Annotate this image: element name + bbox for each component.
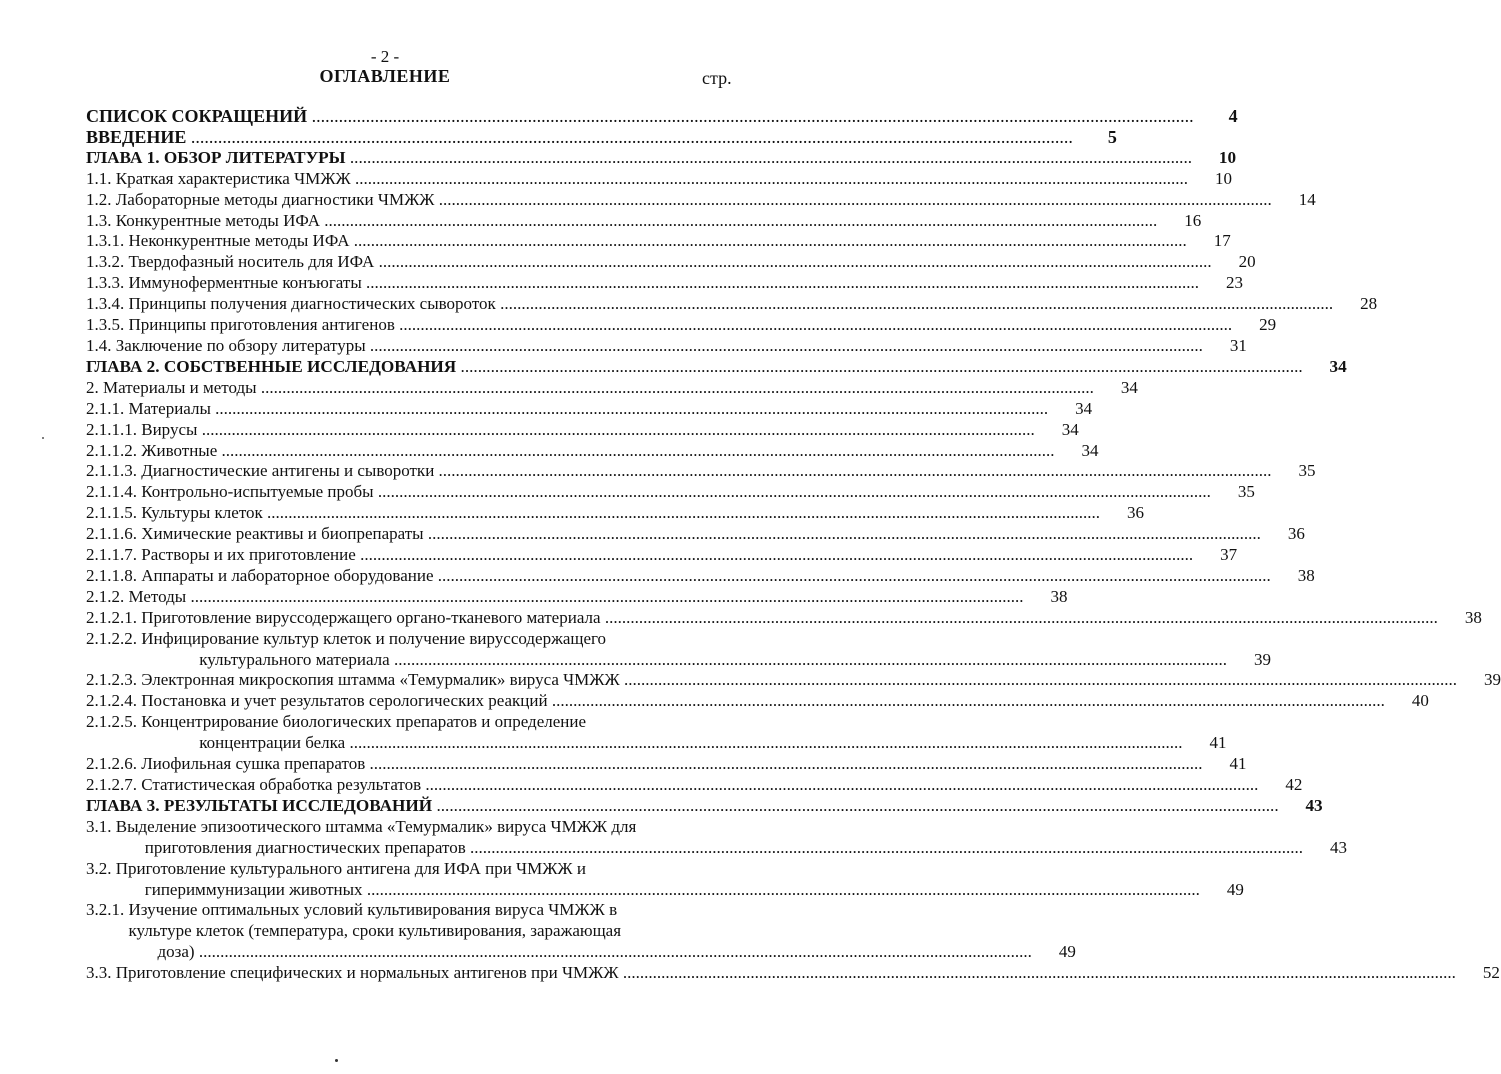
toc-entry <box>86 398 1093 420</box>
toc-entry <box>86 210 1202 232</box>
toc-entry <box>86 356 1347 378</box>
toc-entry-page: 42 <box>1285 775 1303 794</box>
toc-entry-number: 2.1.2.4. <box>86 691 142 711</box>
toc-entry <box>86 168 1232 190</box>
toc-entry-page: 41 <box>1209 733 1227 753</box>
toc-entry <box>86 963 1500 984</box>
toc-entry <box>86 231 1231 252</box>
toc-entry <box>86 461 1316 482</box>
toc-entry <box>86 106 1238 127</box>
toc-entry <box>86 795 1323 817</box>
toc-entry <box>86 816 1347 859</box>
toc-entry-number: 2.1.2.7. <box>86 775 142 794</box>
toc-entry-title: Лабораторные методы диагностики ЧМЖЖ ..... <box>116 190 1272 211</box>
toc-entry-title: гипериммунизации животных ..... <box>145 880 1200 901</box>
toc-entry-page: 39 <box>1253 649 1271 669</box>
toc-entry <box>86 586 1068 608</box>
toc-entry <box>86 377 1138 399</box>
toc-entry-title: Аппараты и лабораторное оборудование ..... <box>141 566 1271 587</box>
toc-entry-number: 2.1.1.8. <box>86 565 142 585</box>
toc-entry-title: Неконкурентные методы ИФА ..... <box>129 231 1187 252</box>
toc-entry-number: 2.1.2.5. <box>86 712 142 732</box>
toc-entry-page: 20 <box>1238 252 1256 272</box>
toc-entry <box>86 524 1305 545</box>
toc-entry-number: 1.4. <box>86 335 116 355</box>
toc-entry <box>86 294 1378 315</box>
toc-entry-number: 2.1.1.5. <box>86 503 142 523</box>
toc-entry-title: Лиофильная сушка препаратов ..... <box>141 754 1202 775</box>
toc-entry-number: 2.1.2.2. <box>86 628 142 648</box>
toc-entry-page: 16 <box>1184 210 1202 230</box>
toc-entry-number: 1.1. <box>86 168 116 188</box>
toc-entry <box>86 545 1238 566</box>
toc-entry-number: 2.1.1. <box>86 398 129 418</box>
toc-entry-number: 1.3.4. <box>86 294 129 314</box>
toc-entry-number: 2.1.1.6. <box>86 524 142 544</box>
toc-entry-title: Материалы и методы ..... <box>103 378 1094 399</box>
toc-entry-title: СПИСОК СОКРАЩЕНИЙ ..... <box>86 106 1194 127</box>
toc-entry-page: 43 <box>1329 837 1347 857</box>
toc-entry-title: концентрации белка ..... <box>199 733 1182 754</box>
toc-entry-title: Диагностические антигены и сыворотки ..... <box>141 461 1271 482</box>
toc-entry-title: Иммуноферментные конъюгаты ..... <box>129 273 1200 294</box>
toc-entry-number: 2.1.2. <box>86 586 129 606</box>
toc-entry-page: 49 <box>1226 879 1244 899</box>
toc-entry-title: Конкурентные методы ИФА ..... <box>116 211 1158 232</box>
toc-entry-number: 1.3.1. <box>86 231 129 251</box>
toc-title: ОГЛАВЛЕНИЕ <box>319 66 451 86</box>
toc-entry-number: 2.1.2.1. <box>86 607 142 627</box>
toc-entry-number: 1.3.2. <box>86 252 129 272</box>
toc-entry-number: 2.1.1.4. <box>86 482 142 502</box>
toc-entry-number: 2. <box>86 377 103 397</box>
toc-entry <box>86 252 1256 273</box>
toc-entry-title-line: Инфицирование культур клеток и получение вируссодержащего <box>141 628 607 648</box>
toc-entry-title: Приготовление специфических и нормальных антигенов при ЧМЖЖ ..... <box>116 963 1456 984</box>
toc-entry-title: приготовления диагностических препаратов ..... <box>145 838 1303 859</box>
toc-entry-title: Животные ..... <box>141 441 1054 462</box>
toc-entry-title-line: культуре клеток (температура, сроки культивирования, заражающая <box>128 921 622 941</box>
toc-entry <box>86 440 1099 462</box>
toc-entry <box>86 126 1117 148</box>
toc-entry-page: 4 <box>1228 106 1238 126</box>
page-column-label: стр. <box>702 68 732 88</box>
toc-entry-title: доза) ..... <box>158 942 1032 963</box>
toc-entry <box>86 482 1255 503</box>
toc-entry-title: Электронная микроскопия штамма «Темурмалик» вируса ЧМЖЖ ..... <box>141 670 1457 691</box>
toc-entry <box>86 503 1145 524</box>
toc-entry-page: 34 <box>1075 398 1093 418</box>
toc-entry-number: 1.2. <box>86 189 116 209</box>
toc-entry-title-line: Концентрирование биологических препаратов и определение <box>141 712 587 732</box>
toc-entry <box>86 754 1247 775</box>
toc-entry-page: 34 <box>1329 356 1347 376</box>
toc-entry-title: Вирусы ..... <box>141 420 1034 441</box>
toc-entry-title-line: Изучение оптимальных условий культивирования вируса ЧМЖЖ в <box>128 900 618 920</box>
toc-entry-page: 28 <box>1360 294 1378 314</box>
toc-entry-title: Статистическая обработка результатов ..... <box>141 775 1258 796</box>
toc-entry-title: ГЛАВА 1. ОБЗОР ЛИТЕРАТУРЫ ..... <box>86 148 1192 169</box>
toc-entry <box>86 670 1501 691</box>
toc-entry <box>86 712 1227 754</box>
toc-entry <box>86 607 1482 629</box>
toc-entry-number: 3.2. <box>86 858 116 878</box>
toc-entry-page: 23 <box>1226 273 1244 293</box>
toc-entry <box>86 628 1271 671</box>
toc-entry-title: ВВЕДЕНИЕ ..... <box>86 127 1073 148</box>
toc-entry-page: 34 <box>1120 377 1138 397</box>
toc-entry-page: 38 <box>1297 565 1315 585</box>
toc-entry-page: 40 <box>1411 691 1429 711</box>
toc-entry-title: Принципы приготовления антигенов ..... <box>129 315 1233 336</box>
toc-entry-page: 41 <box>1229 754 1247 774</box>
toc-entry-title: Культуры клеток ..... <box>141 503 1100 524</box>
toc-entry-page: 5 <box>1107 126 1117 147</box>
toc-entry-page: 29 <box>1259 315 1277 335</box>
toc-entry-title: Химические реактивы и биопрепараты ..... <box>141 524 1261 545</box>
toc-entry-page: 38 <box>1464 607 1482 627</box>
toc-entry-page: 17 <box>1213 231 1231 251</box>
toc-entry-page: 43 <box>1305 795 1323 815</box>
toc-entry-number: 2.1.1.1. <box>86 419 142 439</box>
toc-entry-title: Принципы получения диагностических сывороток ..... <box>129 294 1334 315</box>
toc-entry-page: 52 <box>1482 963 1500 983</box>
toc-entry-title: Приготовление вируссодержащего органо-тканевого материала ..... <box>141 608 1438 629</box>
toc-entry-number: 1.3. <box>86 210 116 230</box>
toc-entry-page: 36 <box>1127 503 1145 523</box>
toc-entry-number: 2.1.1.7. <box>86 545 142 565</box>
toc-entry-number: 2.1.2.3. <box>86 670 142 690</box>
toc-entry-title: Материалы ..... <box>129 399 1049 420</box>
toc-entry-title: Заключение по обзору литературы ..... <box>116 336 1203 357</box>
toc-entry-number: 3.2.1. <box>86 900 129 920</box>
toc-entry <box>86 900 1076 963</box>
toc-entry-page: 37 <box>1220 545 1238 565</box>
toc-entry-page: 36 <box>1287 524 1305 544</box>
toc-entry-page: 38 <box>1050 586 1068 606</box>
toc-entry-title: ГЛАВА 2. СОБСТВЕННЫЕ ИССЛЕДОВАНИЯ ..... <box>86 357 1303 378</box>
toc-entry-number: 1.3.3. <box>86 273 129 293</box>
toc-entry <box>86 273 1244 294</box>
toc-entry <box>86 565 1315 587</box>
toc-entry-number: 2.1.2.6. <box>86 754 142 774</box>
toc-entry-title-line: Приготовление культурального антигена для ИФА при ЧМЖЖ и <box>115 858 587 878</box>
toc-entry-page: 31 <box>1229 335 1247 355</box>
toc-entry-page: 34 <box>1081 440 1099 460</box>
toc-entry <box>86 858 1244 901</box>
toc-entry-title: ГЛАВА 3. РЕЗУЛЬТАТЫ ИССЛЕДОВАНИЙ ..... <box>86 796 1279 817</box>
scan-speck <box>42 437 44 439</box>
toc-entry-page: 14 <box>1298 189 1316 209</box>
toc-entry-page: 39 <box>1484 670 1501 690</box>
toc-entry-page: 10 <box>1218 147 1237 167</box>
toc-entry-title: Твердофазный носитель для ИФА ..... <box>129 252 1212 273</box>
toc-entry-title: Краткая характеристика ЧМЖЖ ..... <box>116 169 1188 190</box>
toc-entry-number: 1.3.5. <box>86 315 129 335</box>
page-number: - 2 - <box>370 47 400 66</box>
toc-entry-title: культурального материала ..... <box>199 650 1227 671</box>
toc-entry <box>86 315 1277 336</box>
toc-entry-page: 10 <box>1214 168 1232 188</box>
toc-entry-title: Контрольно-испытуемые пробы ..... <box>141 482 1211 503</box>
toc-entry-title: Методы ..... <box>129 587 1024 608</box>
scan-speck <box>335 1059 338 1062</box>
toc-entry-page: 49 <box>1058 942 1076 962</box>
toc-entry-number: 3.3. <box>86 963 116 983</box>
toc-entry <box>86 691 1429 712</box>
toc-entry-number: 2.1.1.2. <box>86 440 142 460</box>
toc-entry-page: 34 <box>1061 419 1079 439</box>
toc-entry <box>86 189 1316 211</box>
toc-entry-page: 35 <box>1298 461 1316 481</box>
toc-entry <box>86 419 1079 441</box>
toc-entry <box>86 775 1303 796</box>
toc-entry-number: 3.1. <box>86 816 116 836</box>
toc-entry-number: 2.1.1.3. <box>86 461 142 481</box>
toc-entry-title: Растворы и их приготовление ..... <box>141 545 1193 566</box>
toc-entry <box>86 147 1237 169</box>
toc-entry <box>86 335 1247 357</box>
toc-entry-title: Постановка и учет результатов серологических реакций ..... <box>141 691 1385 712</box>
table-of-contents <box>86 106 1501 984</box>
toc-entry-title-line: Выделение эпизоотического штамма «Темурмалик» вируса ЧМЖЖ для <box>115 816 637 836</box>
toc-entry-page: 35 <box>1237 482 1255 502</box>
